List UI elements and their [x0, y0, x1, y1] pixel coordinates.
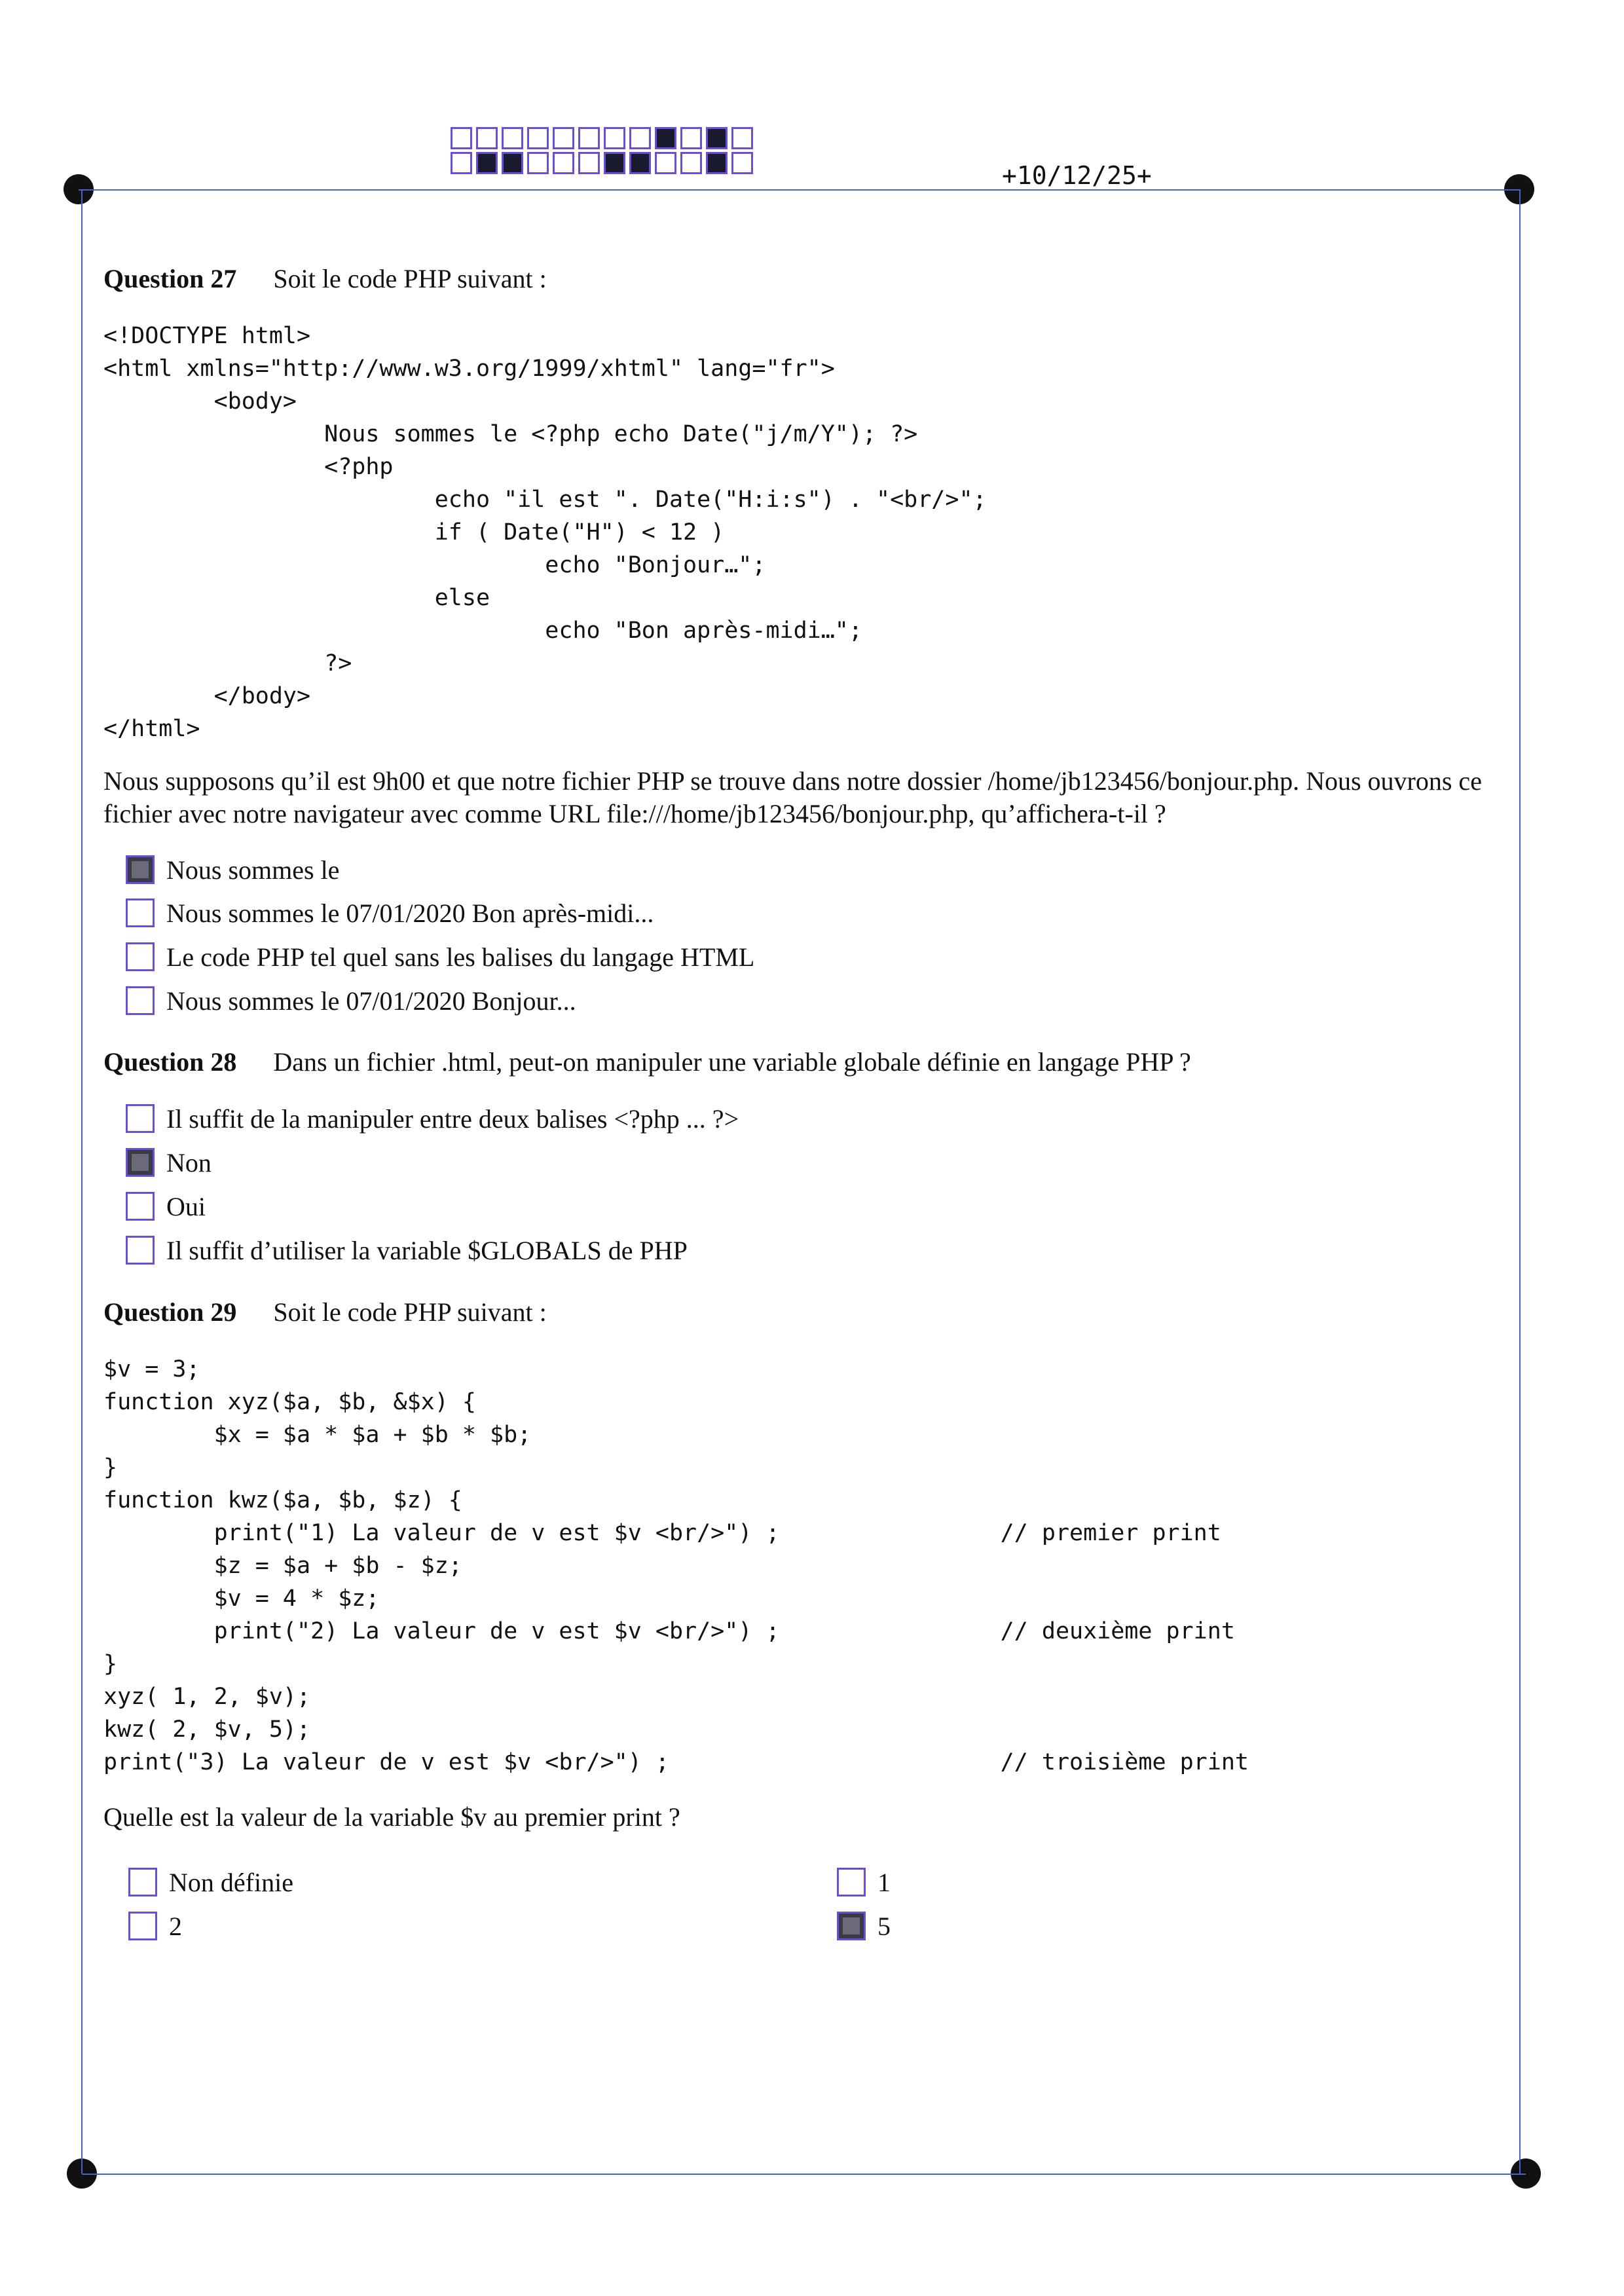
- barcode-cell: [451, 127, 472, 149]
- page-barcode: [451, 127, 757, 177]
- question-28-label: Question 28: [103, 1047, 237, 1077]
- barcode-cell: [502, 127, 523, 149]
- q27-option-2-checkbox[interactable]: [126, 898, 155, 927]
- barcode-cell: [655, 127, 676, 149]
- q28-option-4[interactable]: [126, 1233, 688, 1267]
- question-29-prompt: Soit le code PHP suivant :: [273, 1297, 547, 1327]
- q28-option-3-label: Oui: [166, 1191, 206, 1221]
- barcode-cell: [629, 152, 651, 174]
- q27-option-4-label: Nous sommes le 07/01/2020 Bonjour...: [166, 986, 576, 1016]
- q29-option-4[interactable]: [837, 1909, 891, 1943]
- barcode-row-2: [451, 152, 757, 174]
- frame-line-left: [81, 189, 83, 2174]
- q28-option-2-checkbox[interactable]: [126, 1148, 155, 1177]
- frame-line-bottom: [82, 2174, 1526, 2175]
- question-27-heading: [103, 263, 547, 294]
- question-27-text: Nous supposons qu’il est 9h00 et que notre fichier PHP se trouve dans notre dossier /home/jb123456/bonjour.php. Nous ouvrons ce fichier avec notre navigateur avec comme URL file:///home/jb123456/bonjour.php, qu’affichera-t-il ?: [103, 766, 1482, 828]
- q29-option-3-checkbox[interactable]: [128, 1912, 157, 1940]
- q28-option-1-checkbox[interactable]: [126, 1104, 155, 1133]
- barcode-cell: [731, 152, 753, 174]
- barcode-cell: [553, 127, 574, 149]
- q29-option-1-label: Non définie: [169, 1867, 293, 1897]
- q27-option-2-label: Nous sommes le 07/01/2020 Bon après-midi...: [166, 898, 654, 928]
- q28-option-2-label: Non: [166, 1147, 212, 1177]
- question-27-prompt: Soit le code PHP suivant :: [273, 264, 547, 293]
- q28-option-3-checkbox[interactable]: [126, 1192, 155, 1221]
- barcode-cell: [706, 127, 728, 149]
- frame-line-top: [79, 189, 1519, 191]
- question-29-code: $v = 3; function xyz($a, $b, &$x) { $x = $a * $a + $b * $b; } function kwz($a, $b, $z) { print("1) La valeur de v est $v <br/>") ; // premier print $z = $a + $b - $z; $v = 4 * $z; print("2) La valeur de v est $v <br/>") ; // deuxième print } xyz( 1, 2, $v); kwz( 2, $v, 5); print("3) La valeur de v est $v <br/>") ; // troisième print: [103, 1356, 1249, 1775]
- q29-option-2[interactable]: [837, 1865, 891, 1899]
- question-29-label: Question 29: [103, 1297, 237, 1327]
- barcode-cell: [731, 127, 753, 149]
- q29-option-4-checkbox[interactable]: [837, 1912, 866, 1940]
- q29-option-2-checkbox[interactable]: [837, 1868, 866, 1897]
- q28-option-3[interactable]: [126, 1189, 206, 1223]
- barcode-cell: [527, 127, 549, 149]
- barcode-cell: [706, 152, 728, 174]
- q29-option-1[interactable]: [128, 1865, 293, 1899]
- q28-option-4-label: Il suffit d’utiliser la variable $GLOBALS de PHP: [166, 1235, 688, 1265]
- q27-option-4[interactable]: [126, 984, 576, 1018]
- q27-option-1-label: Nous sommes le: [166, 855, 340, 885]
- barcode-cell: [629, 127, 651, 149]
- barcode-cell: [502, 152, 523, 174]
- q29-option-4-label: 5: [877, 1911, 891, 1941]
- barcode-cell: [604, 127, 625, 149]
- q29-option-2-label: 1: [877, 1867, 891, 1897]
- barcode-cell: [476, 127, 498, 149]
- barcode-cell: [476, 152, 498, 174]
- q27-option-2[interactable]: [126, 896, 654, 930]
- barcode-cell: [527, 152, 549, 174]
- q27-option-4-checkbox[interactable]: [126, 986, 155, 1015]
- q27-option-3-label: Le code PHP tel quel sans les balises du langage HTML: [166, 942, 755, 972]
- frame-line-right: [1519, 189, 1521, 2174]
- barcode-cell: [655, 152, 676, 174]
- barcode-cell: [553, 152, 574, 174]
- barcode-cell: [578, 152, 600, 174]
- q28-option-2[interactable]: [126, 1145, 212, 1179]
- q29-option-3-label: 2: [169, 1911, 182, 1941]
- q27-option-1-checkbox[interactable]: [126, 855, 155, 884]
- barcode-cell: [680, 127, 702, 149]
- question-28-heading: [103, 1046, 1191, 1077]
- q28-option-1-label: Il suffit de la manipuler entre deux balises <?php ... ?>: [166, 1103, 739, 1134]
- q28-option-4-checkbox[interactable]: [126, 1236, 155, 1265]
- q29-option-3[interactable]: [128, 1909, 182, 1943]
- page-id: +10/12/25+: [1002, 161, 1152, 190]
- question-27-code: <!DOCTYPE html> <html xmlns="http://www.w3.org/1999/xhtml" lang="fr"> <body> Nous sommes le <?php echo Date("j/m/Y"); ?> <?php echo "il est ". Date("H:i:s") . "<br/>"; if ( Date("H") < 12 ) echo "Bonjour…"; else echo "Bon après-midi…"; ?> </body> </html>: [103, 323, 987, 742]
- q28-option-1[interactable]: [126, 1102, 739, 1136]
- barcode-cell: [680, 152, 702, 174]
- barcode-cell: [578, 127, 600, 149]
- barcode-row-1: [451, 127, 757, 149]
- barcode-cell: [604, 152, 625, 174]
- question-28-prompt: Dans un fichier .html, peut-on manipuler une variable globale définie en langage PHP ?: [273, 1047, 1191, 1077]
- barcode-cell: [451, 152, 472, 174]
- q27-option-3[interactable]: [126, 940, 754, 974]
- question-29-heading: [103, 1297, 547, 1327]
- q27-option-3-checkbox[interactable]: [126, 942, 155, 971]
- question-27-label: Question 27: [103, 264, 237, 293]
- question-29-question: Quelle est la valeur de la variable $v au premier print ?: [103, 1802, 680, 1832]
- q29-option-1-checkbox[interactable]: [128, 1868, 157, 1897]
- q27-option-1[interactable]: [126, 853, 339, 887]
